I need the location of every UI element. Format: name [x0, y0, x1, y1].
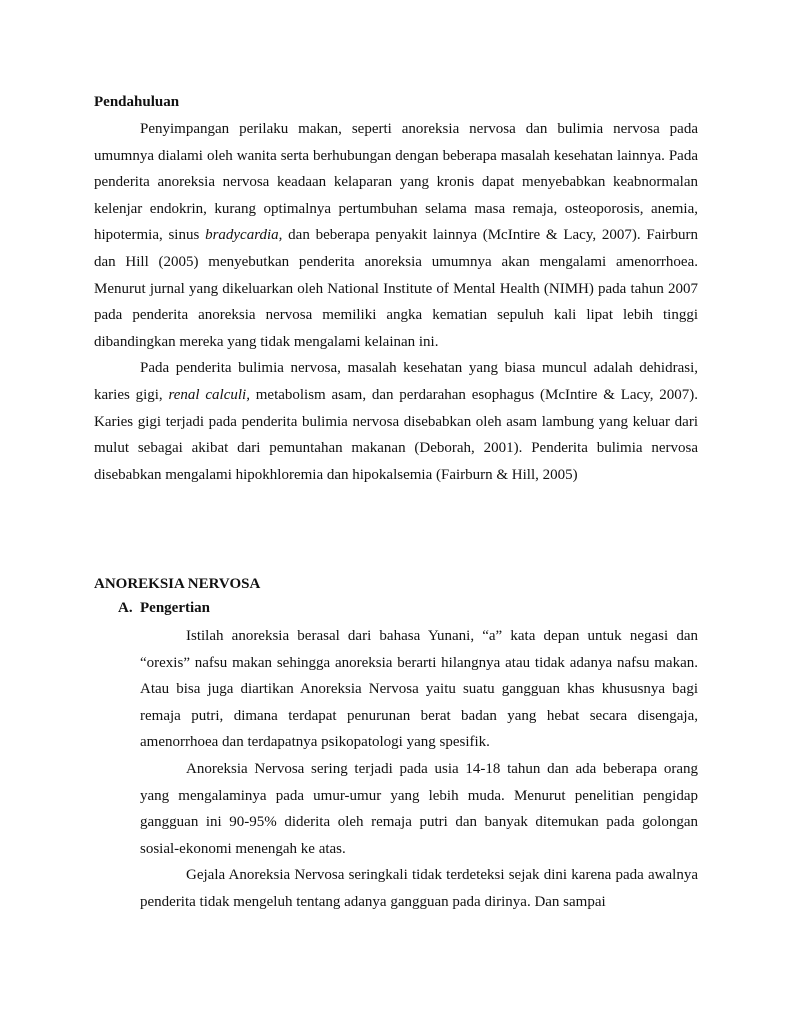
intro-paragraph-2-italic: renal calculi,: [168, 386, 250, 403]
subsection-marker: A.: [118, 600, 133, 616]
subsection-paragraph-3: Gejala Anoreksia Nervosa seringkali tidak terdeteksi sejak dini karena pada awalnya penderita tidak mengeluh tentang adanya gangguan pada dirinya. Dan sampai: [140, 867, 698, 910]
subsection-body: [140, 623, 698, 916]
intro-paragraph-1-text-a: Penyimpangan perilaku makan, seperti anoreksia nervosa dan bulimia nervosa pada umumnya dialami oleh wanita serta berhubungan dengan beberapa masalah kesehatan lainnya. Pada penderita anoreksia nervosa keadaan kelaparan yang kronis dapat menyebabkan keabnormalan kelenjar endokrin, kurang optimalnya pertumbuhan selama masa remaja, osteoporosis, anemia, hipotermia, sinus: [94, 121, 698, 244]
intro-paragraph-2: [94, 355, 698, 488]
intro-paragraph-2-text-a: Pada penderita bulimia nervosa, masalah kesehatan yang biasa muncul adalah dehidrasi, karies gigi,: [94, 360, 698, 403]
subsection-paragraph-1: Istilah anoreksia berasal dari bahasa Yunani, “a” kata depan untuk negasi dan “orexis” nafsu makan sehingga anoreksia berarti hilangnya atau tidak adanya nafsu makan. Atau bisa juga diartikan Anoreksia Nervosa yaitu suatu gangguan khas khususnya bagi remaja putri, dimana terdapat penurunan berat badan yang hebat secara disengaja, amenorrhoea dan terdapatnya psikopatologi yang spesifik.: [140, 628, 698, 751]
subsection-heading: [118, 598, 210, 618]
intro-heading: Pendahuluan: [94, 94, 180, 110]
section-heading: ANOREKSIA NERVOSA: [94, 576, 261, 592]
intro-paragraph-2-text-b: metabolism asam, dan perdarahan esophagus (McIntire & Lacy, 2007). Karies gigi terjadi pada penderita bulimia nervosa disebabkan oleh asam lambung yang keluar dari mulut sebagai akibat dari pemuntahan makanan (Deborah, 2001). Penderita bulimia nervosa disebabkan mengalami hipokhloremia dan hipokalsemia (Fairburn & Hill, 2005): [94, 386, 698, 483]
subsection-title: Pengertian: [140, 600, 210, 616]
intro-paragraph-1-text-b: dan beberapa penyakit lainnya (McIntire & Lacy, 2007). Fairburn dan Hill (2005) menyebutkan penderita anoreksia umumnya akan mengalami amenorrhoea. Menurut jurnal yang dikeluarkan oleh National Institute of Mental Health (NIMH) pada tahun 2007 pada penderita anoreksia nervosa memiliki angka kematian sepuluh kali lipat lebih tinggi dibandingkan mereka yang tidak mengalami kelainan ini.: [94, 227, 698, 350]
intro-paragraph-1: [94, 116, 698, 355]
intro-paragraph-1-italic: bradycardia,: [205, 227, 283, 244]
subsection-paragraph-2: Anoreksia Nervosa sering terjadi pada usia 14-18 tahun dan ada beberapa orang yang mengalaminya pada umur-umur yang lebih muda. Menurut penelitian pengidap gangguan ini 90-95% diderita oleh remaja putri dan banyak ditemukan pada golongan sosial-ekonomi menengah ke atas.: [140, 760, 698, 857]
intro-body: [94, 116, 698, 488]
